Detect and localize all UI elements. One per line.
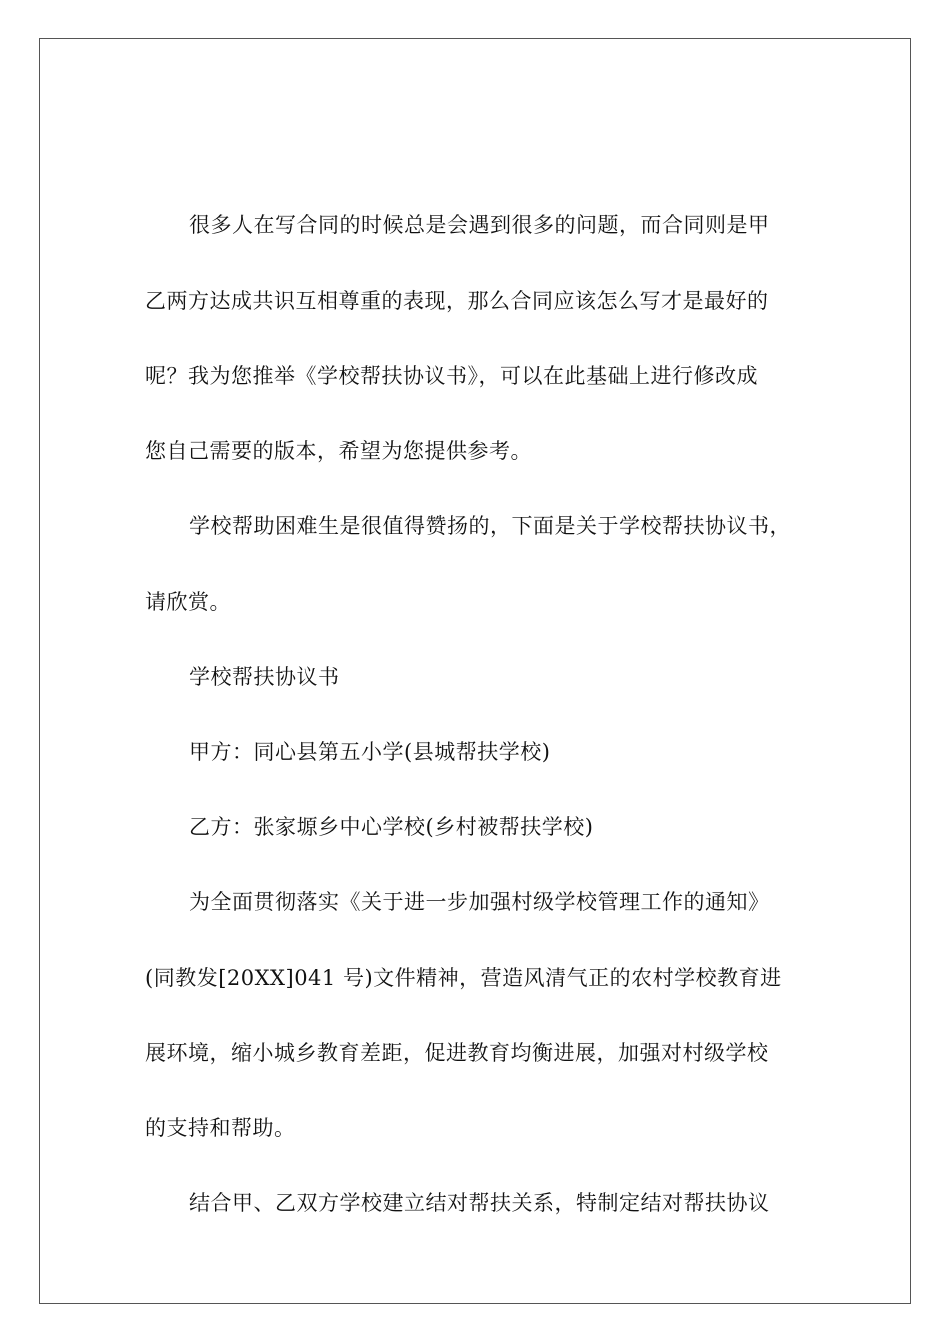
party-a: 甲方：同心县第五小学(县城帮扶学校)	[189, 740, 551, 764]
agreement-title: 学校帮扶协议书	[189, 665, 340, 689]
intro-paragraph-line-3: 呢？我为您推举《学校帮扶协议书》，可以在此基础上进行修改成	[145, 364, 758, 388]
lead-paragraph-line-2: 请欣赏。	[145, 590, 231, 614]
intro-paragraph-line-1: 很多人在写合同的时候总是会遇到很多的问题，而合同则是甲	[189, 213, 770, 237]
purpose-paragraph-line-1: 为全面贯彻落实《关于进一步加强村级学校管理工作的通知》	[189, 890, 770, 914]
purpose-paragraph-line-2: (同教发[20XX]041 号)文件精神，营造风清气正的农村学校教育进	[145, 966, 782, 990]
lead-paragraph-line-1: 学校帮助困难生是很值得赞扬的，下面是关于学校帮扶协议书，	[189, 514, 791, 538]
agreement-basis-line-1: 结合甲、乙双方学校建立结对帮扶关系，特制定结对帮扶协议	[189, 1191, 770, 1215]
purpose-paragraph-line-3: 展环境，缩小城乡教育差距，促进教育均衡进展，加强对村级学校	[145, 1041, 769, 1065]
intro-paragraph-line-4: 您自己需要的版本，希望为您提供参考。	[145, 439, 532, 463]
intro-paragraph-line-2: 乙两方达成共识互相尊重的表现，那么合同应该怎么写才是最好的	[145, 289, 769, 313]
party-b: 乙方：张家塬乡中心学校(乡村被帮扶学校)	[189, 815, 594, 839]
purpose-paragraph-line-4: 的支持和帮助。	[145, 1116, 296, 1140]
